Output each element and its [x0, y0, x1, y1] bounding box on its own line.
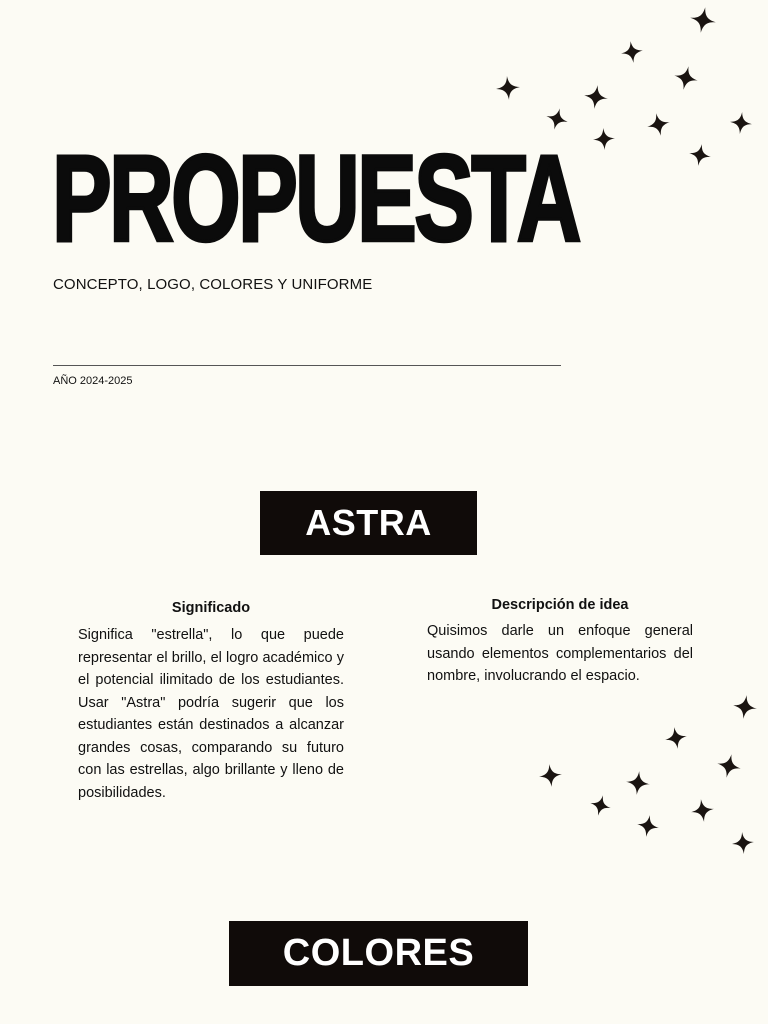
- star-icon: [731, 693, 758, 720]
- star-icon: [625, 770, 651, 796]
- star-icon: [620, 40, 645, 65]
- star-icon: [635, 813, 660, 838]
- star-icon: [592, 127, 615, 150]
- star-icon: [663, 725, 688, 750]
- star-icon: [582, 83, 609, 110]
- colores-label: COLORES: [282, 932, 475, 974]
- star-icon: [689, 797, 715, 823]
- colores-label-box: [229, 921, 528, 986]
- descripcion-heading: Descripción de idea: [491, 597, 629, 613]
- star-icon: [715, 752, 743, 780]
- divider-line: [53, 365, 561, 366]
- star-icon: [544, 106, 571, 133]
- star-icon: [687, 142, 712, 167]
- school-year: AÑO 2024-2025: [53, 375, 133, 387]
- star-icon: [729, 111, 753, 135]
- astra-label: ASTRA: [305, 502, 432, 543]
- star-icon: [644, 110, 671, 137]
- significado-heading: Significado: [171, 600, 251, 616]
- star-icon: [495, 75, 521, 101]
- star-icon: [537, 762, 562, 787]
- astra-label-box: [260, 491, 477, 555]
- star-icon: [587, 792, 612, 817]
- star-icon: [688, 5, 718, 35]
- page-title: PROPUESTA: [52, 130, 579, 268]
- star-icon: [672, 64, 700, 92]
- star-icon: [731, 831, 755, 855]
- significado-text: Significa "estrella", lo que puede representar el brillo, el logro académico y el potencial ilimitado de los estudiantes. Usar "Astra" podría sugerir que los estudiantes están destinados a alcanzar grandes cosas, comparando su futuro con las estrellas, algo brillante y lleno de posibilidades.: [78, 627, 344, 801]
- descripcion-text: Quisimos darle un enfoque general usando elementos complementarios del nombre, involucrando el espacio.: [427, 623, 693, 684]
- page-subtitle: CONCEPTO, LOGO, COLORES Y UNIFORME: [53, 276, 373, 293]
